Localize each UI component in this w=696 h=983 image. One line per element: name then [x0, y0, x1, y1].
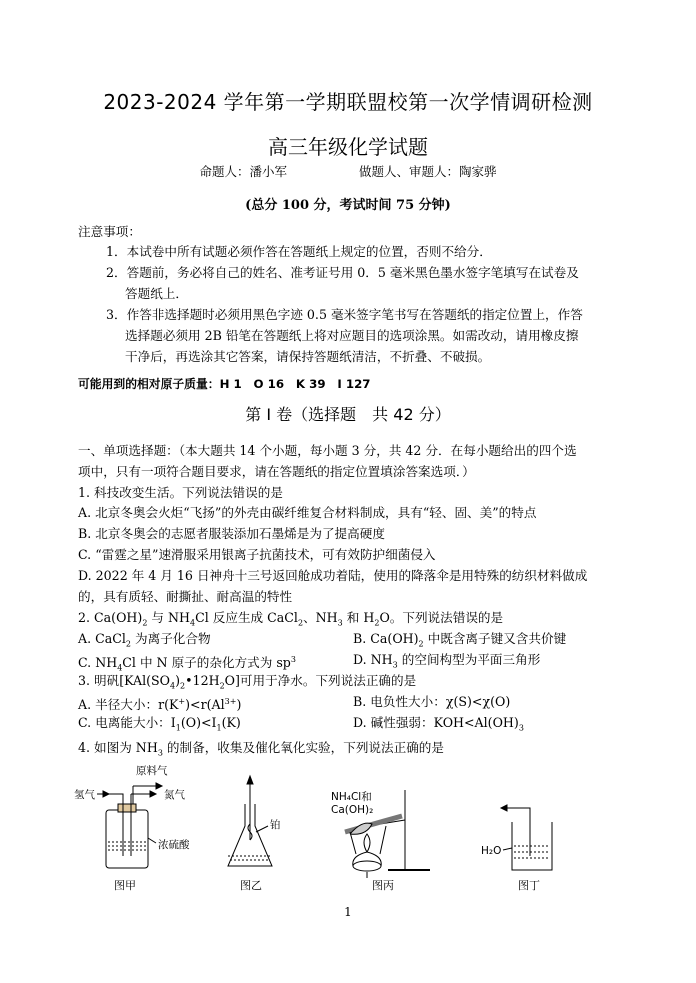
figure-a-gas-washing-bottle [97, 783, 162, 868]
q3-option-d: D. 碱性强弱：$KOH<Al(OH)_3$ [353, 715, 524, 733]
figure-label-d: 图丁 [518, 879, 540, 892]
label-platinum: 铂 [270, 819, 281, 831]
experiment-figures [0, 760, 696, 900]
section-title: 第 I 卷（选择题 共 42 分） [245, 405, 451, 424]
label-reagent-2: Ca(OH)₂ [331, 804, 374, 816]
section-intro: 一、单项选择题：（本大题共 14 个小题，每小题 3 分，共 42 分．在每小题给出的四个选 [78, 443, 577, 458]
figure-label-c: 图丙 [372, 879, 394, 892]
q1-stem: 1. 科技改变生活。下列说法错误的是 [78, 485, 283, 500]
atomic-masses: 可能用到的相对原子质量：H 1 O 16 K 39 I 127 [78, 377, 371, 391]
q2-option-c: C. $NH_4Cl$ 中 N 原子的杂化方式为 $sp^3$ [78, 655, 296, 673]
label-nitrogen: 氮气 [164, 789, 185, 801]
q2-option-b: B. $Ca(OH)_2$ 中既含离子键又含共价键 [353, 631, 567, 649]
q3-option-b: B. 电负性大小：χ(S)<χ(O) [353, 694, 511, 709]
q1-option-d-cont: 的，具有质轻、耐撕扯、耐高温的特性 [78, 589, 293, 604]
label-reagent-1: NH₄Cl和 [331, 791, 372, 803]
total-score-time: (总分 100 分，考试时间 75 分钟) [245, 198, 451, 213]
q3-option-c: C. 电离能大小：$I_1(O)<I_1(K)$ [78, 715, 241, 733]
exam-subtitle: 高三年级化学试题 [268, 135, 428, 159]
notice-item-2-cont: 答题纸上． [125, 286, 188, 301]
q2-option-d: D. $NH_3$ 的空间构型为平面三角形 [353, 652, 541, 670]
q3-option-a: A. 半径大小：$r(K^+)<r(Al^{3+})$ [78, 697, 242, 713]
figure-d-beaker [501, 805, 552, 870]
label-water: H₂O [481, 845, 502, 857]
q1-option-a: A. 北京冬奥会火炬“飞扬”的外壳由碳纤维复合材料制成，具有“轻、固、美”的特点 [78, 505, 537, 520]
notice-item-3-cont: 选择题必须用 2B 铅笔在答题纸上将对应题目的选项涂黑。如需改动，请用橡皮擦 [125, 328, 579, 343]
q1-option-d: D. 2022 年 4 月 16 日神舟十三号返回舱成功着陆，使用的降落伞是用特殊的纺织材料做成 [78, 568, 588, 583]
notice-item-2: 2．答题前，务必将自己的姓名、准考证号用 0．5 毫米黑色墨水签字笔填写在试卷及 [106, 265, 579, 280]
q1-option-b: B. 北京冬奥会的志愿者服装添加石墨烯是为了提高硬度 [78, 526, 385, 541]
q4-stem: 4. 如图为 $NH_3$ 的制备，收集及催化氧化实验，下列说法正确的是 [78, 740, 444, 758]
exam-title: 2023-2024 学年第一学期联盟校第一次学情调研检测 [103, 90, 593, 114]
page-number: 1 [344, 905, 352, 919]
q2-option-a: A. CaCl$_2$ 为离子化合物 [78, 631, 211, 649]
label-conc-acid: 浓硫酸 [158, 839, 190, 851]
label-hydrogen: 氢气 [74, 789, 95, 801]
notice-item-3: 3．作答非选择题时必须用黑色字迹 0.5 毫米签字笔书写在答题纸的指定位置上，作答 [106, 307, 583, 322]
notice-item-1: 1．本试卷中所有试题必须作答在答题纸上规定的位置，否则不给分． [106, 244, 492, 259]
reviewer: 做题人、审题人：陶家骅 [359, 164, 497, 179]
authors-line [0, 162, 696, 180]
notice-item-3-cont2: 干净后，再选涂其它答案，请保持答题纸清洁，不折叠、不破损。 [125, 349, 491, 364]
notice-heading: 注意事项： [78, 224, 141, 239]
section-intro-cont: 项中，只有一项符合题目要求，请在答题纸的指定位置填涂答案选项．） [78, 464, 475, 479]
q3-stem: 3. 明矾$[KAl(SO_4)_2•12H_2O]$可用于净水。下列说法正确的是 [78, 673, 417, 691]
figure-label-b: 图乙 [240, 879, 262, 892]
q1-option-c: C. “雷霆之星”速滑服采用银离子抗菌技术，可有效防护细菌侵入 [78, 547, 436, 562]
author: 命题人：潘小军 [199, 164, 287, 179]
figure-b-conical-flask [228, 776, 272, 866]
label-raw-gas: 原料气 [136, 765, 168, 777]
q2-stem: 2. $Ca(OH)_2$ 与 $NH_4Cl$ 反应生成 CaCl$_2$、$NH_3$ 和 $H_2O$。下列说法错误的是 [78, 610, 504, 628]
figure-label-a: 图甲 [114, 879, 136, 892]
